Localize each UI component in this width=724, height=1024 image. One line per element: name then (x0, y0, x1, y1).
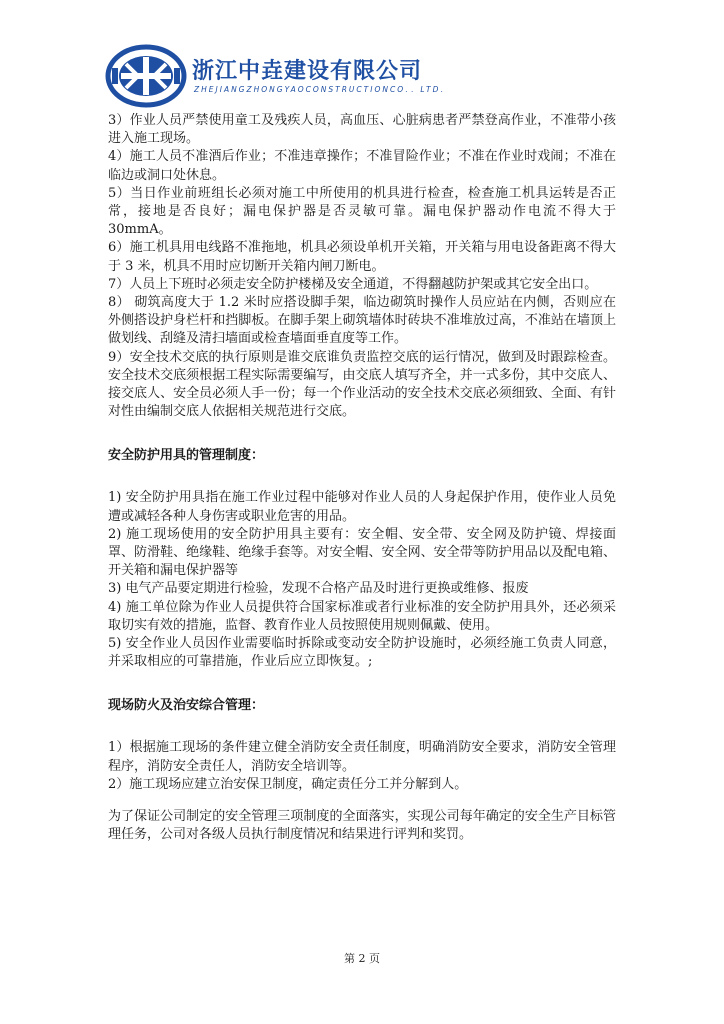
document-body (108, 112, 616, 845)
list-item: 5) 安全作业人员因作业需要临时拆除或变动安全防护设施时，必须经施工负责人同意，并采取相应的可靠措施，作业后应立即恢复。; (108, 636, 616, 670)
section-heading-protective-equipment: 安全防护用具的管理制度： (108, 448, 265, 464)
list-item: 8） 砌筑高度大于 1.2 米时应搭设脚手架，临边砌筑时操作人员应站在内侧，否则应在外侧搭设护身栏杆和挡脚板。在脚手架上砌筑墙体时砖块不准堆放过高，不准站在墙顶上做划线、刮缝及清扫墙面或检查墙面垂直度等工作。 (108, 295, 616, 347)
list-item: 9）安全技术交底的执行原则是谁交底谁负责监控交底的运行情况，做到及时跟踪检查。安全技术交底须根据工程实际需要编写，由交底人填写齐全，并一式多份，其中交底人、接交底人、安全员必须人手一份；每一个作业活动的安全技术交底必须细致、全面、有针对性由编制交底人依据相关规范进行交底。 (108, 349, 616, 420)
list-item: 1）根据施工现场的条件建立健全消防安全责任制度，明确消防安全要求，消防安全管理程序，消防安全责任人，消防安全培训等。 (108, 740, 616, 774)
company-name: 浙江中垚建设有限公司 (192, 59, 423, 84)
company-name-english: ZHEJIANGZHONGYAOCONSTRUCTIONCO．．LTD． (194, 85, 450, 94)
list-item: 4) 施工单位除为作业人员提供符合国家标准或者行业标准的安全防护用具外，还必须采取切实有效的措施，监督、教育作业人员按照使用规则佩戴、使用。 (108, 599, 616, 633)
list-item: 5）当日作业前班组长必须对施工中所使用的机具进行检查，检查施工机具运转是否正常，接地是否良好；漏电保护器是否灵敏可靠。漏电保护器动作电流不得大于 30mmA。 (108, 185, 616, 238)
list-item: 6）施工机具用电线路不准拖地，机具必须设单机开关箱，开关箱与用电设备距离不得大于 3 米，机具不用时应切断开关箱内闸刀断电。 (108, 240, 616, 274)
list-item: 3）作业人员严禁使用童工及残疾人员，高血压、心脏病患者严禁登高作业，不准带小孩进入施工现场。 (108, 113, 616, 147)
list-item: 3) 电气产品要定期进行检验，发现不合格产品及时进行更换或维修、报废 (108, 581, 529, 597)
list-item: 1) 安全防护用具指在施工作业过程中能够对作业人员的人身起保护作用，使作业人员免遭或减轻各种人身伤害或职业危害的用品。 (108, 490, 616, 524)
letterhead (104, 44, 624, 110)
closing-paragraph: 为了保证公司制定的安全管理三项制度的全面落实，实现公司每年确定的安全生产目标管理任务，公司对各级人员执行制度情况和结果进行评判和奖罚。 (108, 809, 616, 843)
list-item: 2）施工现场应建立治安保卫制度，确定责任分工并分解到人。 (108, 776, 468, 792)
section-heading-fire-security: 现场防火及治安综合管理： (108, 698, 265, 714)
page-number: 第 2 页 (344, 952, 380, 965)
company-logo (104, 44, 188, 108)
list-item: 4）施工人员不准酒后作业；不准违章操作；不准冒险作业；不准在作业时戏闹；不准在临边或洞口处休息。 (108, 149, 616, 183)
list-item: 7）人员上下班时必须走安全防护楼梯及安全通道，不得翻越防护架或其它安全出口。 (108, 276, 598, 292)
list-item: 2) 施工现场使用的安全防护用具主要有：安全帽、安全带、安全网及防护镜、焊接面罩、防滑鞋、绝缘鞋、绝缘手套等。对安全帽、安全网、安全带等防护用品以及配电箱、开关箱和漏电保护器等 (108, 526, 616, 579)
